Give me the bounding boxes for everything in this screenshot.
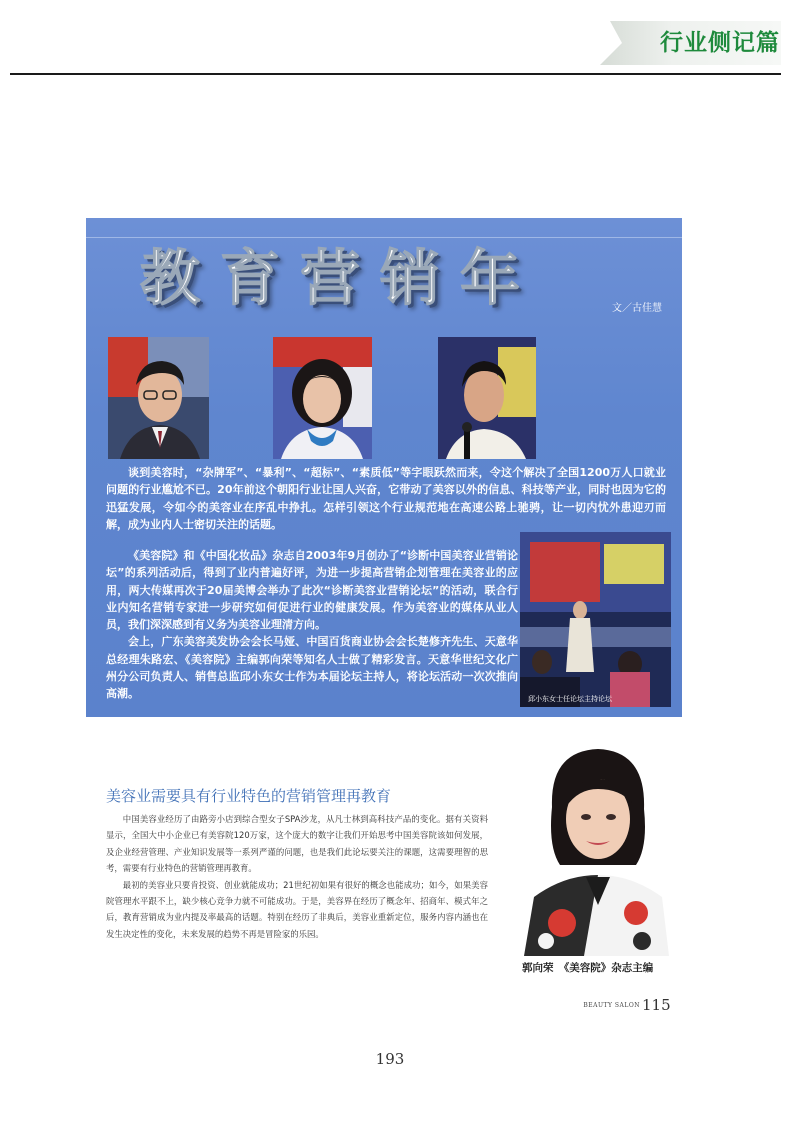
magazine-name: BEAUTY SALON bbox=[583, 1002, 640, 1009]
article-paragraph: 中国美容业经历了由路旁小店到综合型女子SPA沙龙，从凡士林到高科技产品的变化。据有关资料显示，全国大中小企业已有美容院120万家，这个庞大的数字让我们开始思考中国美容院该如何发展，及企业经营管理、产业知识发展等一系列严谨的问题，也是我们此论坛要关注的课题，这需要理智的思考，需要有行业特色的营销管理再教育。 bbox=[106, 814, 488, 874]
forum-photo-caption: 邱小东女士任论坛主持论坛 bbox=[528, 695, 612, 703]
article-heading: 美容业需要具有行业特色的营销管理再教育 bbox=[106, 787, 392, 805]
feature-paragraph: 《美容院》和《中国化妆品》杂志自2003年9月创办了“诊断中国美容业营销论坛”的系列活动后，得到了业内普遍好评，为进一步提高营销企划管理在美容业的应用，两大传媒再次于20届美博会举办了此次“诊断美容业营销论坛”的活动，联合行业内知名营销专家进一步研究如何促进行业的健康发展。作为美容业的媒体从业人员，我们深深感到有义务为美容业理清方向。 bbox=[106, 549, 518, 632]
editor-photo bbox=[524, 737, 669, 956]
speaker-photo-3 bbox=[438, 337, 536, 459]
speaker-photo-1 bbox=[108, 337, 209, 459]
header-rule bbox=[10, 73, 781, 75]
section-label: 行业侧记篇 bbox=[660, 29, 780, 56]
article-paragraph: 最初的美容业只要肯投资、创业就能成功；21世纪初如果有很好的概念也能成功；如今，如果美容院管理水平跟不上，缺少核心竞争力就不可能成功。于是，美容界在经历了概念年、招商年、模式年之后，教育营销成为业内提及率最高的话题。特别在经历了非典后，美容业重新定位，服务内容内涵也在发生决定性的变化，未来发展的趋势不再是冒险家的乐园。 bbox=[106, 879, 488, 939]
book-page-number: 193 bbox=[375, 1050, 405, 1068]
feature-body-main bbox=[106, 547, 518, 703]
feature-paragraph: 谈到美容时，“杂牌军”、“暴利”、“超标”、“素质低”等字眼跃然而来，令这个解决了全国1200万人口就业问题的行业尴尬不已。20年前这个朝阳行业让国人兴奋，它带动了美容以外的信息、科技等产业，同时也因为它的迅猛发展，令如今的美容业在序乱中挣扎。怎样引领这个行业规范地在高速公路上驰骋，让一切内忧外患迎刃而解，成为业内人士密切关注的话题。 bbox=[106, 466, 666, 531]
feature-paragraph: 会上，广东美容美发协会会长马娅、中国百货商业协会会长楚修齐先生、天意华总经理朱路宏、《美容院》主编郭向荣等知名人士做了精彩发言。天意华世纪文化广州分公司负责人、销售总监邱小东女士作为本届论坛主持人，将论坛活动一次次推向高潮。 bbox=[106, 635, 518, 701]
forum-photo bbox=[520, 532, 671, 707]
feature-byline: 文／古佳慧 bbox=[612, 303, 662, 314]
article-body bbox=[106, 811, 488, 942]
magazine-page-number: 115 bbox=[642, 996, 671, 1014]
speaker-photo-2 bbox=[273, 337, 372, 459]
editor-caption: 郭向荣 《美容院》杂志主编 bbox=[522, 962, 654, 974]
feature-title: 教育营销年 bbox=[140, 244, 540, 314]
feature-body-intro bbox=[106, 464, 666, 533]
panel-divider bbox=[86, 237, 682, 238]
